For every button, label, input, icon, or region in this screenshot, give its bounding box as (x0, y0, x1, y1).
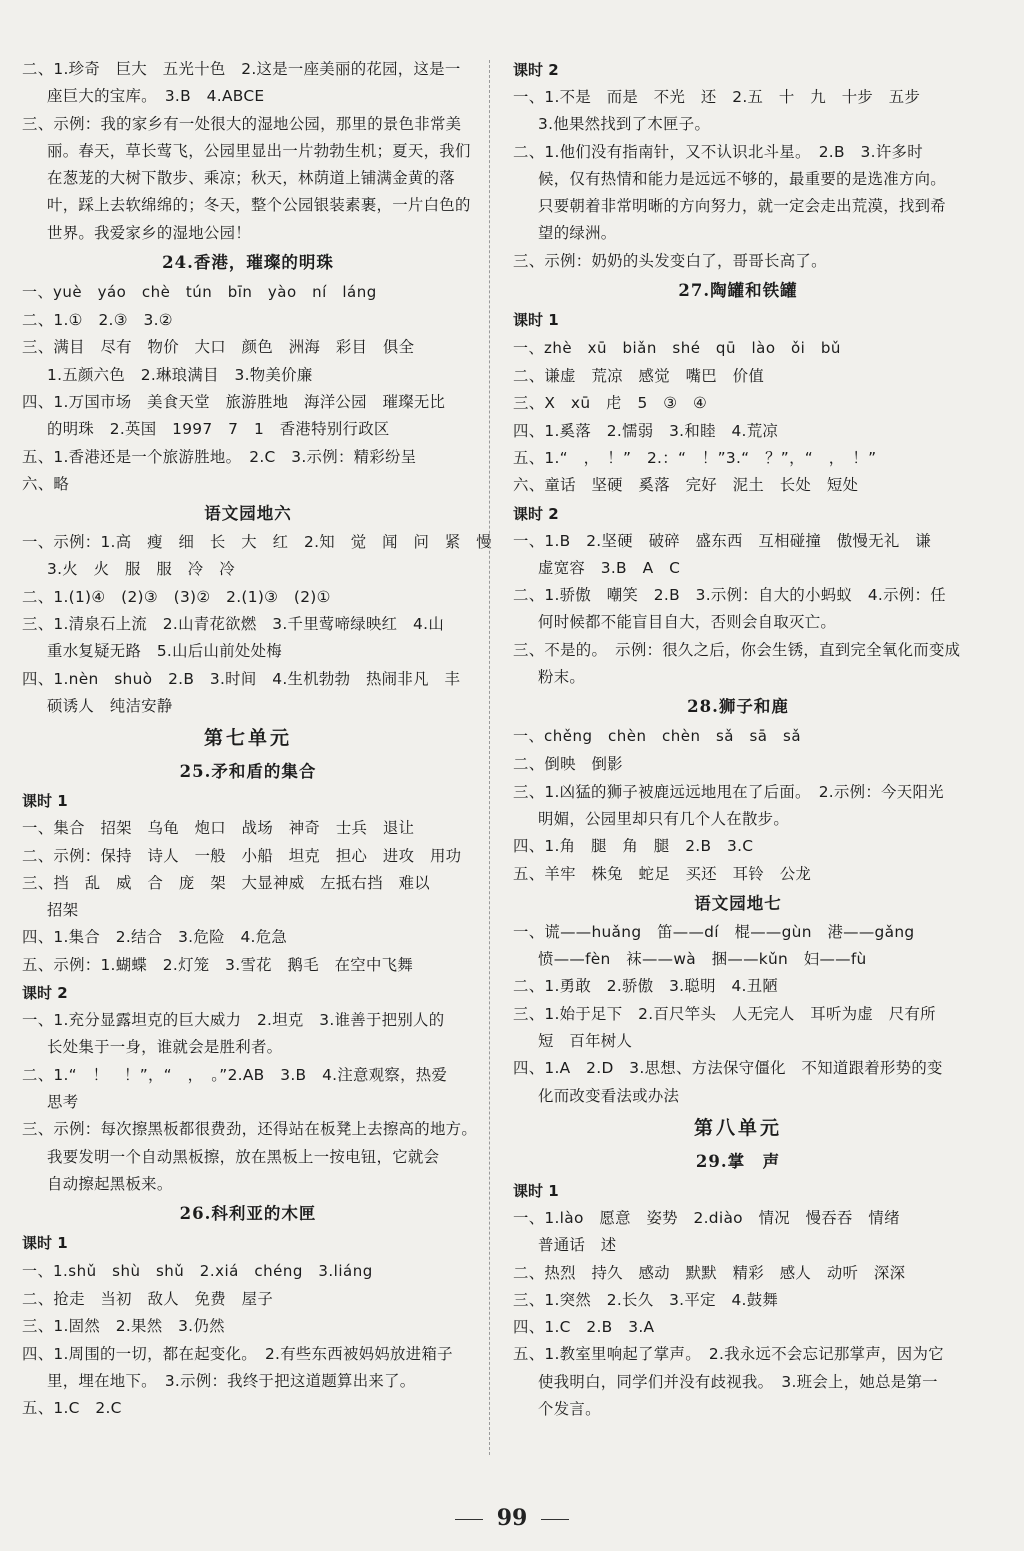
answer-line: 二、示例：保持 诗人 一般 小船 坦克 担心 进攻 用功 (22, 846, 462, 865)
answer-line: 长处集于一身，谁就会是胜利者。 (47, 1038, 283, 1057)
answer-line: 四、1.奚落 2.懦弱 3.和睦 4.荒凉 (513, 421, 779, 440)
right-column (513, 56, 963, 1423)
answer-line: 重水复疑无路 5.山后山前处处梅 (47, 642, 282, 661)
answer-line: 三、挡 乱 威 合 庞 架 大显神威 左抵右挡 难以 (22, 873, 430, 892)
answer-line: 二、1.(1)④ (2)③ (3)② 2.(1)③ (2)① (22, 587, 331, 606)
answer-line: 三、1.固然 2.果然 3.仍然 (22, 1317, 225, 1336)
answer-line: 五、示例：1.蝴蝶 2.灯笼 3.雪花 鹅毛 在空中飞舞 (22, 955, 414, 974)
answer-line: 三、示例：每次擦黑板都很费劲，还得站在板凳上去擦高的地方。 (22, 1120, 478, 1139)
answer-line: 六、略 (22, 474, 70, 493)
answer-line: 座巨大的宝库。 3.B 4.ABCE (47, 87, 265, 106)
answer-line: 里，埋在地下。 3.示例：我终于把这道题算出来了。 (47, 1371, 416, 1390)
answer-line: 四、1.角 腿 角 腿 2.B 3.C (513, 837, 754, 856)
answer-line: 3.他果然找到了木匣子。 (538, 115, 711, 134)
answer-line: 化而改变看法或办法 (538, 1086, 680, 1105)
answer-line: 三、满目 尽有 物价 大口 颜色 洲海 彩目 俱全 (22, 338, 415, 357)
answer-line: 二、1.骄傲 嘲笑 2.B 3.示例：自大的小蚂蚁 4.示例：任 (513, 586, 946, 605)
pinyin-line: 一、chěng chèn chèn sǎ sā sǎ (513, 727, 802, 746)
answer-line: 三、示例：我的家乡有一处很大的湿地公园，那里的景色非常美 (22, 114, 462, 133)
answer-line: 个发言。 (538, 1399, 601, 1418)
answer-line: 三、1.清泉石上流 2.山青花欲燃 3.千里莺啼绿映红 4.山 (22, 615, 445, 634)
answer-line: 明媚，公园里却只有几个人在散步。 (538, 809, 790, 828)
answer-line: 二、1.他们没有指南针，又不认识北斗星。 2.B 3.许多时 (513, 142, 923, 161)
section-title: 26.科利亚的木匣 (179, 1204, 317, 1224)
answer-line: 二、谦虚 荒凉 感觉 嘴巴 价值 (513, 367, 765, 386)
section-title: 29.掌 声 (695, 1151, 781, 1171)
answer-line: 五、1.“ ， ！” 2.：“ ！”3.“ ？”，“ ， ！” (513, 448, 877, 467)
answer-line: 四、1.周围的一切，都在起变化。 2.有些东西被妈妈放进箱子 (22, 1344, 453, 1363)
answer-line: 一、1.lào 愿意 姿势 2.diào 情况 慢吞吞 情绪 (513, 1208, 900, 1227)
answer-line: 普通话 述 (538, 1236, 617, 1255)
answer-line: 一、谎——huǎng 笛——dí 棍——gùn 港——gǎng (513, 922, 915, 941)
answer-line: 三、不是的。 示例：很久之后，你会生锈，直到完全氧化而变成 (513, 640, 961, 659)
answer-line: 世界。我爱家乡的湿地公园！ (47, 223, 251, 242)
section-title: 语文园地六 (204, 504, 292, 524)
answer-line: 硕诱人 纯洁安静 (47, 696, 173, 715)
answer-line: 愤——fèn 袜——wà 捆——kǔn 妇——fù (538, 950, 867, 969)
answer-line: 二、1.① 2.③ 3.② (22, 311, 173, 330)
answer-line: 二、倒映 倒影 (513, 755, 623, 774)
answer-line: 五、羊牢 株兔 蛇足 买还 耳铃 公龙 (513, 864, 812, 883)
answer-line: 四、1.nèn shuò 2.B 3.时间 4.生机勃勃 热闹非凡 丰 (22, 669, 461, 688)
answer-line: 二、1.“ ！ ！”，“ ， 。”2.AB 3.B 4.注意观察，热爱 (22, 1065, 448, 1084)
answer-line: 望的绿洲。 (538, 224, 617, 243)
answer-line: 三、1.突然 2.长久 3.平定 4.鼓舞 (513, 1290, 779, 1309)
section-title: 24.香港，璀璨的明珠 (162, 253, 334, 273)
lesson-label: 课时 1 (513, 311, 559, 330)
answer-line: 三、X xū 虍 5 ③ ④ (513, 394, 708, 413)
answer-line: 何时候都不能盲目自大，否则会自取灭亡。 (538, 613, 837, 632)
answer-line: 四、1.A 2.D 3.思想、方法保守僵化 不知道跟着形势的变 (513, 1059, 943, 1078)
answer-line: 二、热烈 持久 感动 默默 精彩 感人 动听 深深 (513, 1263, 906, 1282)
answer-line: 思考 (47, 1092, 79, 1111)
answer-line: 一、1.B 2.坚硬 破碎 盛东西 互相碰撞 傲慢无礼 谦 (513, 531, 932, 550)
answer-line: 六、童话 坚硬 奚落 完好 泥土 长处 短处 (513, 476, 859, 495)
answer-line: 五、1.C 2.C (22, 1399, 122, 1418)
answer-line: 五、1.香港还是一个旅游胜地。 2.C 3.示例：精彩纷呈 (22, 447, 417, 466)
answer-line: 叶，踩上去软绵绵的；冬天，整个公园银装素裹，一片白色的 (47, 196, 471, 215)
answer-line: 我要发明一个自动黑板擦，放在黑板上一按电钮，它就会 (47, 1147, 440, 1166)
left-column (22, 56, 492, 1423)
answer-line: 三、1.始于足下 2.百尺竿头 人无完人 耳听为虚 尺有所 (513, 1004, 936, 1023)
answer-line: 招架 (47, 901, 79, 920)
answer-line: 丽。春天，草长莺飞，公园里显出一片勃勃生机；夏天，我们 (47, 141, 471, 160)
lesson-label: 课时 1 (22, 792, 68, 811)
answer-line: 虚宽容 3.B A C (538, 558, 681, 577)
section-title: 语文园地七 (694, 893, 782, 913)
answer-line: 三、示例：奶奶的头发变白了，哥哥长高了。 (513, 251, 827, 270)
lesson-label: 课时 1 (22, 1234, 68, 1253)
section-title: 28.狮子和鹿 (687, 697, 789, 717)
answer-line: 一、1.充分显露坦克的巨大威力 2.坦克 3.谁善于把别人的 (22, 1011, 445, 1030)
pinyin-line: 一、zhè xū biǎn shé qū lào ǒi bǔ (513, 339, 841, 358)
answer-line: 一、集合 招架 乌龟 炮口 战场 神奇 士兵 退让 (22, 819, 415, 838)
answer-line: 四、1.C 2.B 3.A (513, 1318, 655, 1337)
answer-line: 1.五颜六色 2.琳琅满目 3.物美价廉 (47, 365, 313, 384)
pinyin-line: 一、yuè yáo chè tún bīn yào ní láng (22, 283, 377, 302)
answer-line: 三、1.凶猛的狮子被鹿远远地甩在了后面。 2.示例：今天阳光 (513, 782, 944, 801)
unit-heading: 第八单元 (693, 1116, 782, 1139)
answer-line: 五、1.教室里响起了掌声。 2.我永远不会忘记那掌声，因为它 (513, 1345, 944, 1364)
pinyin-line: 一、1.shǔ shù shǔ 2.xiá chéng 3.liáng (22, 1262, 373, 1281)
section-title: 25.矛和盾的集合 (179, 762, 317, 782)
dash-right (541, 1519, 569, 1520)
page-number (0, 1505, 1024, 1531)
page-number-text: 99 (496, 1505, 528, 1531)
answer-line: 粉末。 (538, 668, 586, 687)
answer-line: 二、抢走 当初 敌人 免费 屋子 (22, 1290, 274, 1309)
answer-line: 只要朝着非常明晰的方向努力，就一定会走出荒漠，找到希 (538, 197, 946, 216)
lesson-label: 课时 2 (513, 504, 559, 523)
answer-line: 一、1.不是 而是 不光 还 2.五 十 九 十步 五步 (513, 88, 921, 106)
unit-heading: 第七单元 (203, 727, 292, 750)
answer-line: 一、示例：1.高 瘦 细 长 大 红 2.知 觉 闻 问 紧 慢 (22, 533, 492, 552)
answer-line: 使我明白，同学们并没有歧视我。 3.班会上，她总是第一 (538, 1372, 938, 1391)
answer-line: 四、1.集合 2.结合 3.危险 4.危急 (22, 928, 288, 947)
answer-line: 短 百年树人 (538, 1032, 633, 1051)
lesson-label: 课时 1 (513, 1181, 559, 1200)
answer-line: 自动擦起黑板来。 (47, 1174, 173, 1193)
answer-line: 二、1.勇敢 2.骄傲 3.聪明 4.丑陋 (513, 977, 779, 996)
answer-line: 的明珠 2.英国 1997 7 1 香港特别行政区 (47, 420, 390, 439)
dash-left (455, 1519, 483, 1520)
answer-line: 二、1.珍奇 巨大 五光十色 2.这是一座美丽的花园，这是一 (22, 60, 461, 78)
section-title: 27.陶罐和铁罐 (678, 281, 798, 301)
lesson-label: 课时 2 (513, 61, 559, 79)
answer-line: 3.火 火 服 服 冷 冷 (47, 560, 235, 579)
answer-line: 四、1.万国市场 美食天堂 旅游胜地 海洋公园 璀璨无比 (22, 392, 446, 411)
lesson-label: 课时 2 (22, 984, 68, 1003)
answer-line: 候，仅有热情和能力是远远不够的，最重要的是选准方向。 (538, 169, 946, 188)
answer-line: 在葱茏的大树下散步、乘凉；秋天，林荫道上铺满金黄的落 (47, 169, 455, 188)
column-divider (489, 60, 490, 1455)
